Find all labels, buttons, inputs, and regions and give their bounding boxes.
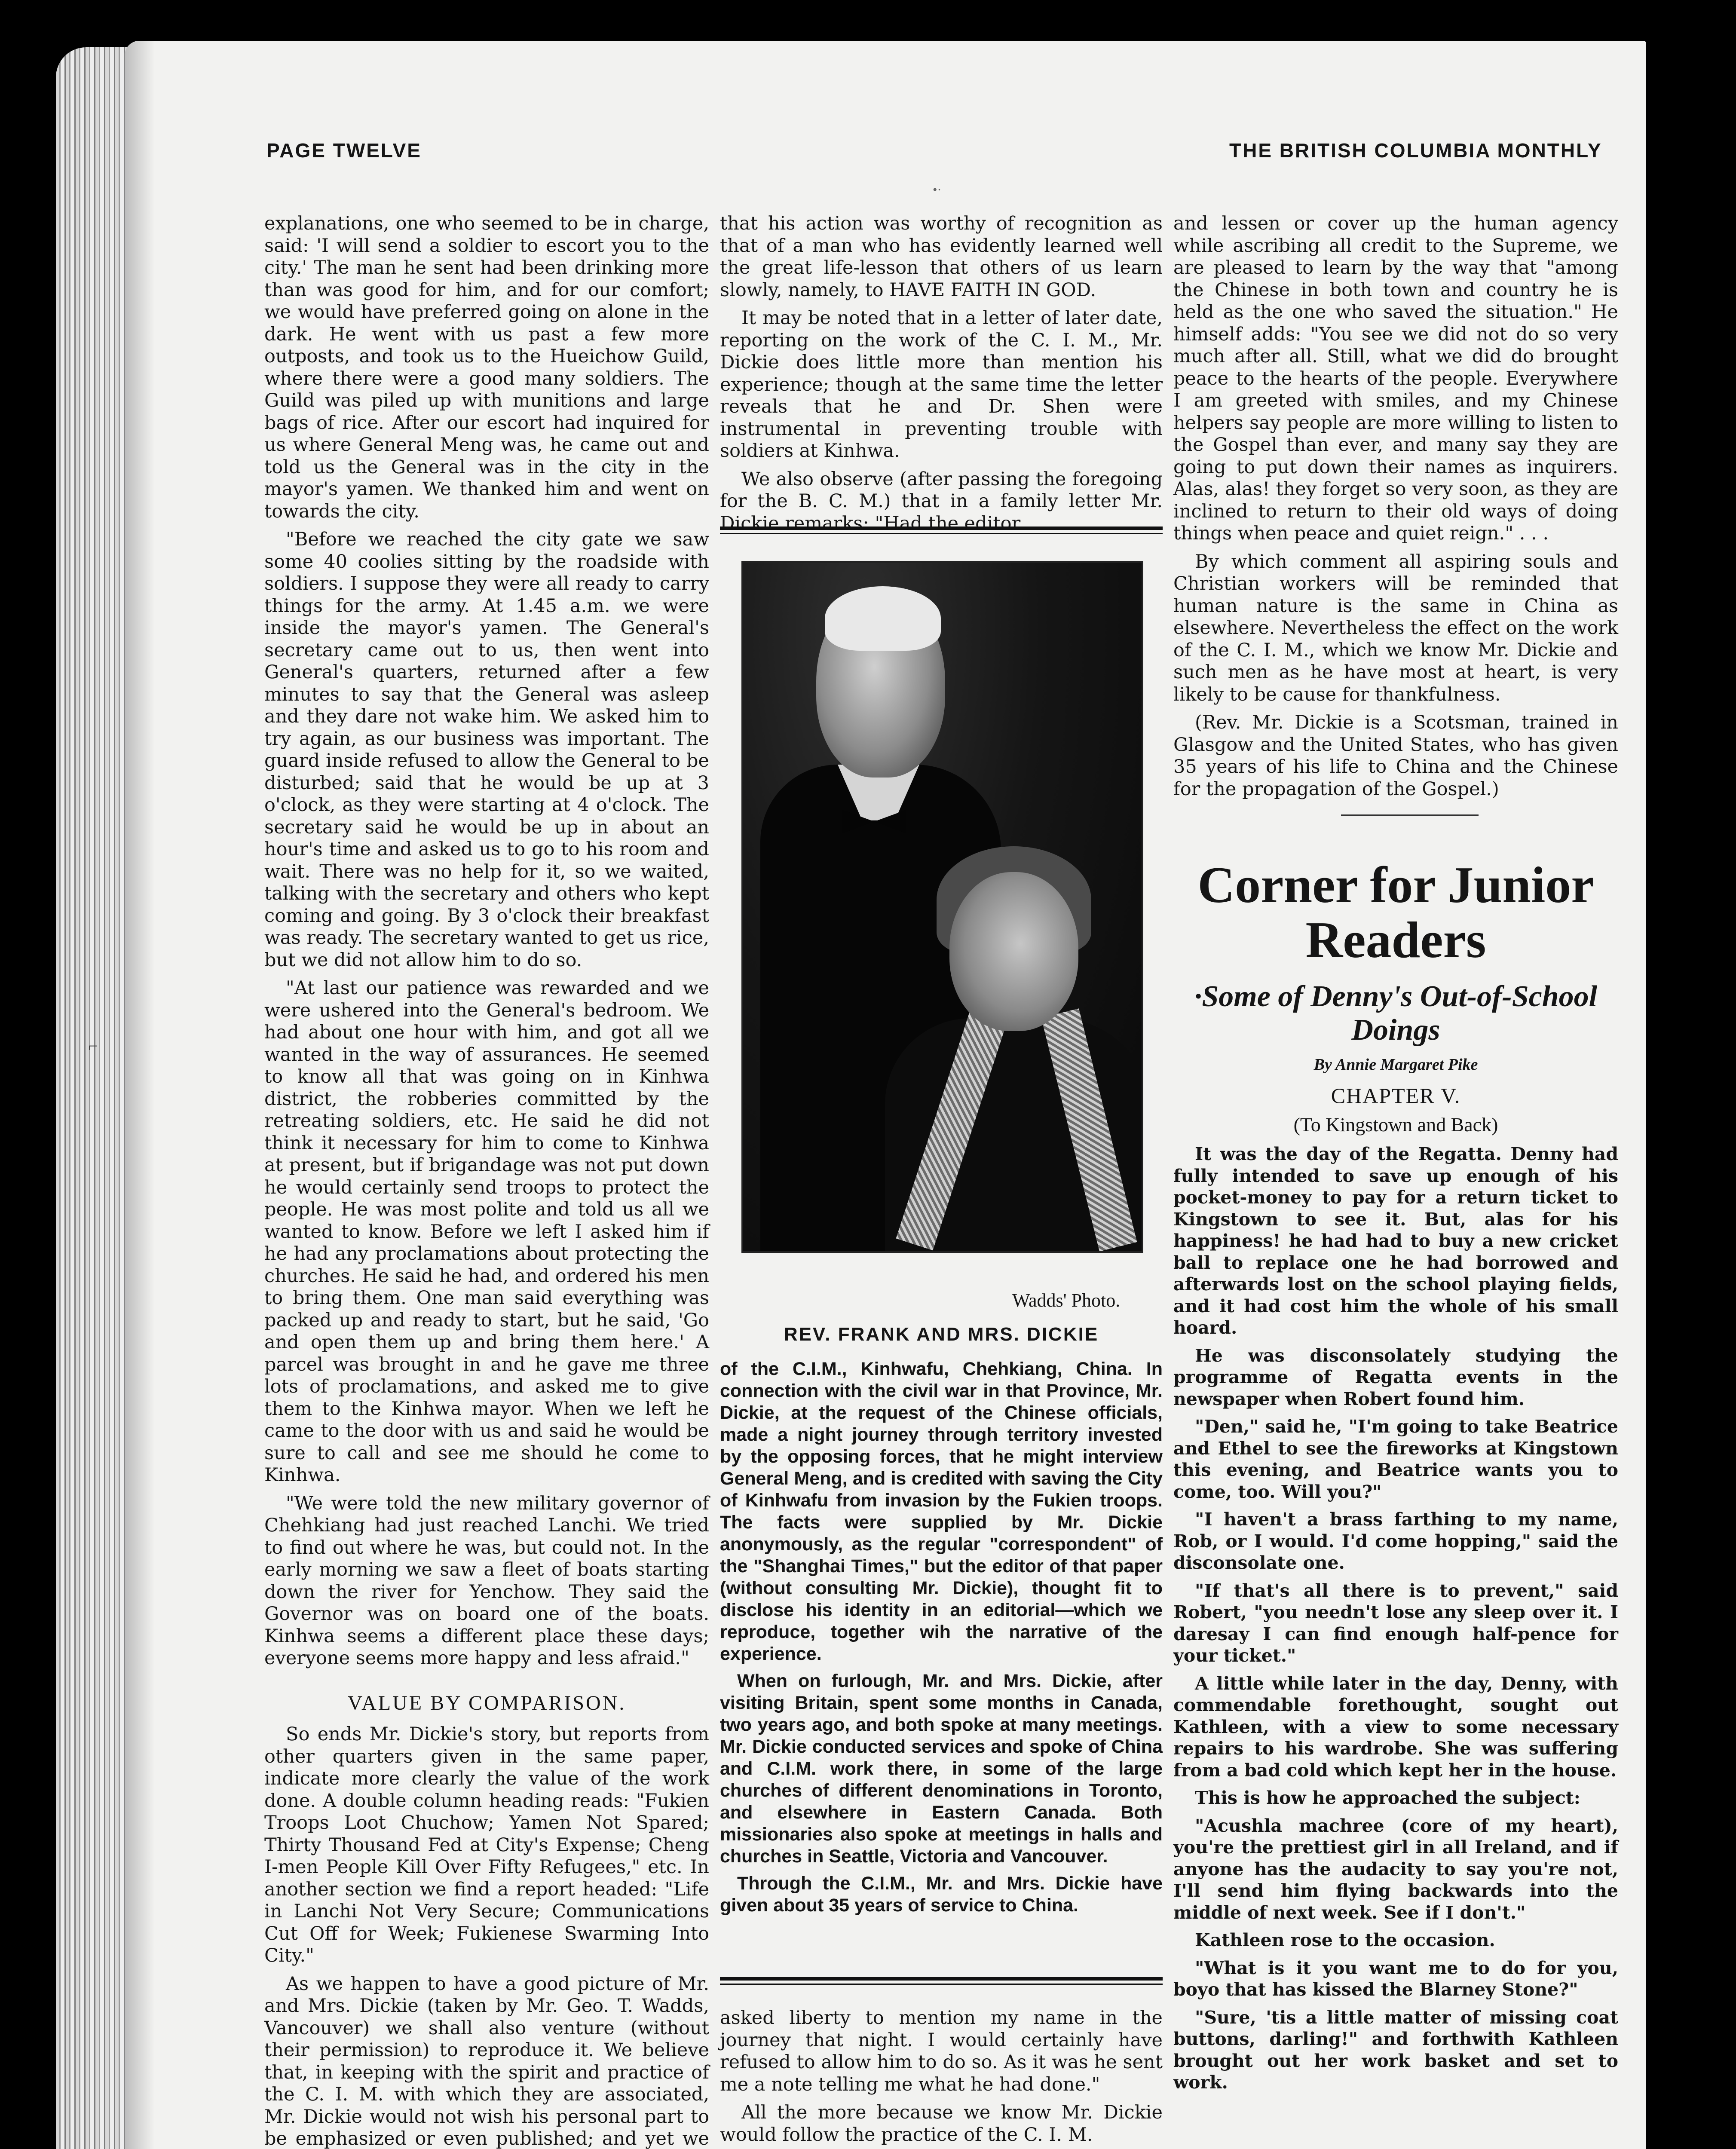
story-paragraph: "Acushla machree (core of my heart), you're the prettiest girl in all Ireland, and if anyone has the audacity to say you're not, I'll send him flying backwards into the middle of next week. See if I don't." — [1173, 1815, 1618, 1923]
scan-margin-mark: ⌐ — [88, 1036, 98, 1056]
story-paragraph: Kathleen rose to the occasion. — [1195, 1930, 1495, 1950]
editorial-paragraph: and lessen or cover up the human agency while ascribing all credit to the Supreme, we are pleased to learn by the way that "among the Chinese in both town and country he is held as the one who saved the situation." He himself adds: "You see we did not do so very much after all. Still, what we did do brought peace to the hearts of the people. Everywhere I am greeted with smiles, and my Chinese helpers say people are more willing to listen to the Gospel than ever, and many say they are going to put down their names as inquirers. Alas, alas! they forget so very soon, as they are inclined to return to their old ways of doing things when peace and quiet reign." . . . — [1173, 213, 1618, 544]
continuation-paragraph: All the more because we know Mr. Dickie would follow the practice of the C. I. M. — [720, 2102, 1163, 2146]
story-paragraph: He was disconsolately studying the programme of Regatta events in the newspaper when Robert found him. — [1173, 1345, 1618, 1409]
story-title: ·Some of Denny's Out-of-School Doings — [1194, 980, 1598, 1047]
photo-caption-title: REV. FRANK AND MRS. DICKIE — [784, 1324, 1099, 1345]
editorial-paragraph: (Rev. Mr. Dickie is a Scotsman, trained in Glasgow and the United States, who has given 35 years of his life to China and the Chinese for the propagation of the Gospel.) — [1173, 712, 1618, 800]
comparison-paragraph: So ends Mr. Dickie's story, but reports from other quarters given in the same paper, indicate more clearly the value of the work done. A double column heading reads: "Fukien Troops Loot Chuchow; Yamen Not Spared; Thirty Thousand Fed at City's Expense; Cheng I-men People Kill Over Fifty Refugees," etc. In another section we find a report headed: "Life in Lanchi Not Very Secure; Communications Cut Off for Week; Fukienese Swarming Into City." — [264, 1723, 709, 1966]
column-1-narrative — [264, 213, 709, 1676]
short-divider — [1341, 814, 1479, 816]
editorial-paragraph: It may be noted that in a letter of later date, reporting on the work of the C. I. M., Mr. Dickie does little more than mention his experience; though at the same time the letter reveals that he and Dr. Shen were instrumental in preventing trouble with soldiers at Kinhwa. — [720, 307, 1163, 462]
narrative-paragraph: "At last our patience was rewarded and we were ushered into the General's bedroom. We had about one hour with him, and got all we wanted in the way of assurances. He seemed to know all that was going on in Kinhwa district, the robberies committed by the retreating soldiers, etc. He said he did not think it necessary for him to come to Kinhwa at present, but if brigandage was not put down he would certainly send troops to protect the people. He was most polite and told us all we wanted to know. Before we left I asked him if he had any proclamations about protecting the churches. He said he had, and ordered his men to bring them. One man said everything was packed up and ready to start, but he said, 'Go and open them up and bring them here.' A parcel was brought in and he gave me three lots of proclamations, and asked me to give them to the Kinhwa mayor. When we left he came to the door with us and said he would be sure to call and see me should he come to Kinhwa. — [264, 977, 709, 1486]
page-number-header: PAGE TWELVE — [266, 139, 422, 162]
caption-paragraph: When on furlough, Mr. and Mrs. Dickie, after visiting Britain, spent some months in Canada, two years ago, and both spoke at many meetings. Mr. Dickie conducted services and spoke of China and C.I.M. work there, in some of the large churches of different denominations in Toronto, and elsewhere in Eastern Canada. Both missionaries also spoke at meetings in halls and churches in Seattle, Victoria and Vancouver. — [720, 1671, 1163, 1867]
editorial-paragraph: We also observe (after passing the foregoing for the B. C. M.) that in a family letter Mr. Dickie remarks: "Had the editor — [720, 468, 1163, 534]
editorial-paragraph: By which comment all aspiring souls and Christian workers will be reminded that human nature is the same in China as elsewhere. Nevertheless the effect on the work of the C. I. M., which we know Mr. Dickie and such men as he have most at heart, is very likely to be cause for thankfulness. — [1173, 551, 1618, 705]
book-page-edges — [56, 47, 133, 2149]
story-body — [1173, 1143, 1618, 2100]
narrative-paragraph: explanations, one who seemed to be in charge, said: 'I will send a soldier to escort you to the city.' The man he sent had been drinking more than was good for him, and for our comfort; we would have preferred going on alone in the dark. He went with us past a few more outposts, and took us to the Hueichow Guild, where there were a good many soldiers. The Guild was piled up with munitions and large bags of rice. After our escort had inquired for us where General Meng was, he came out and told us the General was in the city in the mayor's yamen. We thanked him and went on towards the city. — [264, 213, 709, 522]
editorial-paragraph: that his action was worthy of recognition as that of a man who has evidently learned well the great life-lesson that others of us learn slowly, namely, to HAVE FAITH IN GOD. — [720, 213, 1163, 301]
column-1-comparison — [264, 1723, 709, 2149]
story-paragraph: "Den," said he, "I'm going to take Beatrice and Ethel to see the fireworks at Kingstown this evening, and Beatrice wants you to come, too. Will you?" — [1173, 1416, 1618, 1502]
page-mark: •· — [933, 183, 942, 197]
story-paragraph: "Sure, 'tis a little matter of missing coat buttons, darling!" and forthwith Kathleen brought out her work basket and set to work. — [1173, 2007, 1618, 2093]
story-paragraph: "I haven't a brass farthing to my name, Rob, or I would. I'd come hopping," said the disconsolate one. — [1173, 1509, 1618, 1573]
story-byline: By Annie Margaret Pike — [1313, 1056, 1478, 1074]
story-paragraph: This is how he approached the subject: — [1195, 1788, 1580, 1808]
story-paragraph: A little while later in the day, Denny, with commendable forethought, sought out Kathleen, with a view to some necessary repairs to his wardrobe. She was suffering from a bad cold which kept her in the house. — [1173, 1673, 1618, 1781]
double-rule-divider — [720, 1977, 1163, 1985]
page-gutter-shadow — [125, 41, 155, 2149]
woman-portrait-head — [949, 872, 1078, 1031]
photo-caption-body — [720, 1358, 1163, 1922]
narrative-paragraph: "Before we reached the city gate we saw some 40 coolies sitting by the roadside with soldiers. I suppose they were all ready to carry things for the army. At 1.45 a.m. we were inside the mayor's yamen. The General's secretary came out to us, then went into General's quarters, returned after a few minutes to say that the General was asleep and they dare not wake him. We asked him to try again, as our business was important. The guard inside refused to allow the General to be disturbed; said that he would be up at 3 o'clock, as they were starting at 4 o'clock. The secretary said he would be up in about an hour's time and asked us to go to his room and wait. There was no help for it, so we waited, talking with the secretary and others who kept coming and going. By 3 o'clock their breakfast was ready. The secretary wanted to get us rice, but we did not allow him to do so. — [264, 529, 709, 971]
story-paragraph: "If that's all there is to prevent," said Robert, "you needn't lose any sleep over it. I daresay I can find enough half-pence for your ticket." — [1173, 1580, 1618, 1666]
chapter-subtitle: (To Kingstown and Back) — [1293, 1114, 1498, 1136]
continuation-paragraph: asked liberty to mention my name in the journey that night. I would certainly have refused to allow him to do so. As it was he sent me a note telling me what he had done." — [720, 2007, 1163, 2095]
comparison-paragraph: As we happen to have a good picture of Mr. and Mrs. Dickie (taken by Mr. Geo. T. Wadds, Vancouver) we shall also venture (without their permission) to reproduce it. We believe that, in keeping with the spirit and practice of the C. I. M. with which they are associated, Mr. Dickie would not wish his personal part to be emphasized or even published; and yet we — [264, 1973, 709, 2149]
story-paragraph: "What is it you want me to do for you, boyo that has kissed the Blarney Stone?" — [1173, 1957, 1618, 2000]
column-2-editorial — [720, 213, 1163, 541]
chapter-heading: CHAPTER V. — [1331, 1084, 1461, 1108]
magazine-page — [125, 41, 1646, 2149]
column-3-editorial — [1173, 213, 1618, 806]
portrait-photo — [741, 561, 1143, 1253]
magazine-title-header: THE BRITISH COLUMBIA MONTHLY — [1229, 139, 1602, 162]
section-heading-value-by-comparison: VALUE BY COMPARISON. — [347, 1692, 626, 1714]
double-rule-divider — [720, 527, 1163, 534]
column-2-continuation — [720, 2007, 1163, 2149]
caption-paragraph: Through the C.I.M., Mr. and Mrs. Dickie have given about 35 years of service to China. — [720, 1873, 1163, 1916]
story-paragraph: It was the day of the Regatta. Denny had fully intended to save up enough of his pocket-money to pay for a return ticket to Kingstown to see it. But, alas for his happiness! he had had to buy a new cricket ball to replace one he had borrowed and afterwards lost on the school playing fields, and it had cost him the whole of his small hoard. — [1173, 1144, 1618, 1338]
caption-paragraph: of the C.I.M., Kinhwafu, Chehkiang, China. In connection with the civil war in that Province, Mr. Dickie, at the request of the Chinese officials, made a night journey through territory invested by the opposing forces, that he might interview General Meng, and is credited with saving the City of Kinhwafu from invasion by the Fukien troops. The facts were supplied by Mr. Dickie anonymously, as the regular "correspondent" of the "Shanghai Times," but the editor of that paper (without consulting Mr. Dickie), thought fit to disclose his identity in an editorial—which we reproduce, together wih the narrative of the experience. — [720, 1359, 1163, 1664]
junior-readers-title: Corner for Junior Readers — [1197, 856, 1594, 968]
photo-credit: Wadds' Photo. — [1012, 1290, 1121, 1311]
narrative-paragraph: "We were told the new military governor of Chehkiang had just reached Lanchi. We tried to find out where he was, but could not. In the early morning we saw a fleet of boats starting down the river for Yenchow. They said the Governor was on board one of the boats. Kinhwa seems a different place these days; everyone seems more happy and less afraid." — [264, 1492, 709, 1669]
